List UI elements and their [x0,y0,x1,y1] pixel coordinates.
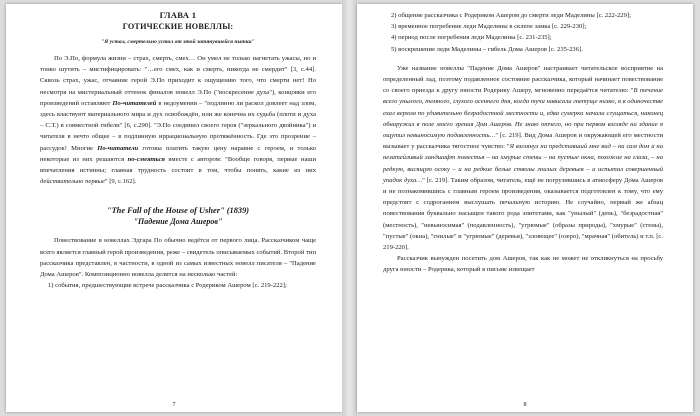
text-run: Где это прозрение – рассудок! Многие [40,133,316,152]
paragraph-title-analysis [383,63,663,253]
emphasis-term: По-читателей [112,99,157,107]
page-number: 8 [523,402,527,408]
paragraph-intro [40,53,316,187]
composition-list-continued [391,10,663,55]
right-page [357,4,693,412]
text-run: " [с. 219]. Таким образом, читатель, ещё не погрузившись в атмосферу Дома Ашеров и не познакомившись с главным героем произведения, оказывается подготовлен к тому, что ему предстоит с содроганием выслушать печальную историю. Не случайно, первый же абзац повествования буквально насыщен такого рода эпитетами, как "унылый" (день), "безрадостная" (местность), "невыносимая" (подавленность), "угрюмые" (образы природы), "хмурые" (стены), "пустые" (окна), "гнилые" и "угрюмые" (деревья), "зловещее" (озеро), "мрачная" (обитель) и т.п. [с. 219-220]. [383,176,663,252]
text-run: " [с. 219]. Вид Дома Ашеров и окружающей его местности вызывает у рассказчика тягостное чувство: " [383,132,663,151]
right-page-content [383,10,663,276]
text-run: " [9, с.162]. [104,178,137,186]
text-run: в недоумении – "подлинно ли раскол довлеет над злом, здесь властвуют материального мира и дух освобождён, или же конечна их судьба (плоти и духа – С.Т.) в совместной гибели" [6, с.290]. "Э.По соединил своего героя ("зеркального двойника") и читателя в нечто общее – в подлинную иррациональную протяжённость. [40,99,316,141]
emphasis-term: По-читатели [97,144,139,152]
story-title: "The Fall of the House of Usher" (1839) [106,206,250,216]
emphasis-term: действительно первые [40,178,105,186]
composition-list [48,280,316,291]
section-title: ГОТИЧЕСКИЕ НОВЕЛЛЫ: [122,22,234,31]
quotation: Я взглянул на представший мне вид – на сам дом и на незатейливый ландшафт поместья – на хмурые стены – на пустые окна, похожие на глаза, – на редкую, висящую осоку – и на редкие белые стволы гнилых деревьев – и испытал совершенный упадок духа… [383,143,664,184]
left-page-content [40,10,316,291]
list-item: 4) период после погребения леди Маделины [с. 231-235]; [391,34,552,42]
quotation: В течение всего унылого, темного, глухого осеннего дня, когда тучи нависали гнетуще низко, я в одиночестве ехал верхом по удивительно безрадостной местности и, едва сумерки начали сгущаться, наконец обнаружил в поле моего зрения Дом Ашеров. Не знаю отчего, но при первом взгляде на здание я ощутил невыносимую подавленность… [383,87,663,140]
text-run: вместе с автором: "Вообще говоря, первые наши впечатления истинны; главная трудность состоит в том, чтобы понять, какие из них [40,155,316,175]
list-item: 5) воскрешение леди Маделины – гибель Дома Ашеров [с. 235-236]. [391,45,583,53]
page-number: 7 [172,402,176,408]
text-run: готовы платить такую цену наравне с героем, и только некоторые из них решаются [40,144,316,163]
left-page [6,4,342,412]
text-run: По Э.По, формула жизни – страх, смерть, смех… Он умел не только нагнетать ужасы, но и тонко шутить – мистифицировать: "…его смех, как и смерть, никогда не смердит" [3, с.44]. Сквозь страх, ужас, отчаяние герой Э.По приходит к ощущению того, что смерти нет! Но несмотря на мистериальный оттенок финалов новелл Э.По ("воскресение духа"), концовки его произведений оставляют [40,55,316,107]
list-item: 2) общение рассказчика с Родериком Ашером до смерти леди Маделины [с. 222-229]; [391,12,631,19]
emphasis-term: по-смеяться [127,155,165,163]
story-heading [40,205,316,227]
list-item: 1) события, предшествующие встрече рассказчика с Родериком Ашером [с. 219-222]; [48,282,287,290]
chapter-heading: ГЛАВА 1 [159,10,197,20]
text-run: Уже название новеллы "Падение Дома Ашеров" настраивает читательское восприятие на определенный лад, поэтому подавленное состояние рассказчика, который начинает повествование со своего приезда к другу юности Родерику Ашеру, мгновенно передаётся читателю: " [383,64,663,95]
epigraph: "Я устал, смертельно устал от этой затянувшейся пытки" [101,39,255,45]
book-gutter [342,0,357,416]
paragraph-narrator-visit: Рассказчик вынужден посетить дом Ашеров, так как не может не откликнуться на просьбу друга юности – Родерика, который в письме извещает [383,255,663,274]
list-item: 3) временное погребение леди Маделины в склепе замка [с. 229-230]; [391,23,587,31]
story-subtitle: "Падение Дома Ашеров" [133,217,223,227]
paragraph-narration: Повествование в новеллах Эдгара По обычно ведётся от первого лица. Рассказчиком чаще всего является главный герой произведения, реже – свидетель описываемых событий. Второй тип рассказчика представлен, в частности, в одной из самых известных новелл писателя – "Падение Дома Ашеров". Композиционно новелла делится на несколько частей: [40,237,316,279]
